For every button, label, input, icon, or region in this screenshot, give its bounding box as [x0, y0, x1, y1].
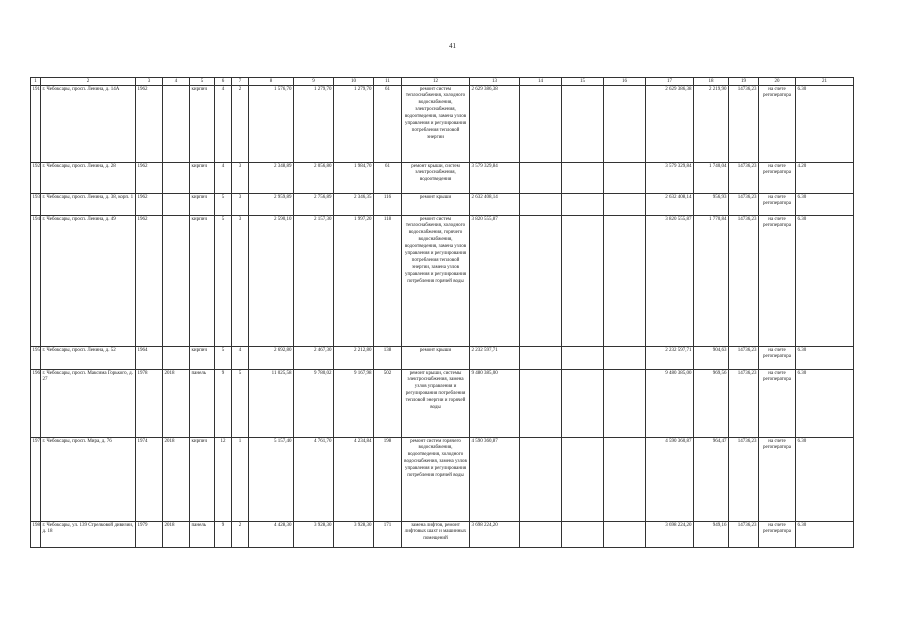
cell-floors: 12 [215, 437, 232, 521]
column-header: 9 [294, 78, 334, 86]
column-header: 6 [215, 78, 232, 86]
cell-floors: 9 [215, 521, 232, 547]
column-header: 15 [562, 78, 604, 86]
cell-fund-republic [562, 437, 604, 521]
cell-area-total: 2 348,89 [249, 162, 294, 193]
cell-deadline: 6.30 [796, 215, 854, 346]
cell-year: 1962 [136, 85, 163, 162]
cell-area-residents: 1 279,70 [334, 85, 374, 162]
cell-registered: 118 [374, 215, 402, 346]
cell-registered: 171 [374, 521, 402, 547]
cell-cost-total: 3 820 555,87 [470, 215, 520, 346]
cell-address: г. Чебоксары, просп. Ленина, д. 49 [41, 215, 136, 346]
column-header: 19 [729, 78, 759, 86]
cell-fund-owners: 3 820 555,87 [646, 215, 694, 346]
cell-method: на счете регоператора [759, 193, 796, 215]
column-header: 17 [646, 78, 694, 86]
column-header: 13 [470, 78, 520, 86]
cell-entrances: 2 [232, 85, 249, 162]
cell-area-total: 4 428,30 [249, 521, 294, 547]
cell-limit-cost: 14736,23 [729, 369, 759, 437]
cell-number: 198 [31, 521, 41, 547]
cell-entrances: 5 [232, 369, 249, 437]
cell-fund-owners: 3 698 224,20 [646, 521, 694, 547]
cell-limit-cost: 14736,23 [729, 215, 759, 346]
cell-address: г. Чебоксары, просп. Ленина, д. 38, корп. 1 [41, 193, 136, 215]
cell-area-total: 5 157,40 [249, 437, 294, 521]
cell-entrances: 3 [232, 193, 249, 215]
column-header: 21 [796, 78, 854, 86]
cell-area-living: 3 928,30 [294, 521, 334, 547]
cell-material: кирпич [190, 193, 215, 215]
cell-fund-federal [520, 215, 562, 346]
cell-area-living: 9 780,02 [294, 369, 334, 437]
column-header: 3 [136, 78, 163, 86]
page-number: 41 [449, 42, 456, 50]
cell-material: панель [190, 521, 215, 547]
cell-fund-republic [562, 521, 604, 547]
cell-cost-total: 4 590 360,87 [470, 437, 520, 521]
cell-works: ремонт крыши [402, 346, 470, 369]
cell-cost-per-m2: 2 219,90 [694, 85, 729, 162]
cell-area-residents: 1 984,70 [334, 162, 374, 193]
cell-number: 194 [31, 215, 41, 346]
cell-fund-federal [520, 521, 562, 547]
cell-material: панель [190, 369, 215, 437]
cell-fund-federal [520, 85, 562, 162]
column-header: 11 [374, 78, 402, 86]
cell-deadline: 6.30 [796, 346, 854, 369]
cell-cost-per-m2: 969,56 [694, 369, 729, 437]
cell-area-living: 2 467,30 [294, 346, 334, 369]
cell-address: г. Чебоксары, просп. Ленина, д. 52 [41, 346, 136, 369]
cell-limit-cost: 14736,23 [729, 521, 759, 547]
cell-registered: 116 [374, 193, 402, 215]
cell-deadline: 6.30 [796, 369, 854, 437]
cell-deadline: 6.30 [796, 85, 854, 162]
cell-number: 197 [31, 437, 41, 521]
cell-fund-owners: 9 480 385,00 [646, 369, 694, 437]
column-header: 14 [520, 78, 562, 86]
cell-area-residents: 1 997,20 [334, 215, 374, 346]
column-header: 4 [163, 78, 190, 86]
cell-cost-total: 3 698 224,20 [470, 521, 520, 547]
table-row [31, 346, 854, 369]
cell-fund-owners: 2 632 408,14 [646, 193, 694, 215]
cell-works: ремонт систем теплоснабжения, холодного водоснабжения, электроснабжения, водоотведения, замена узлов управления и регулирования потребления тепловой энергии [402, 85, 470, 162]
cell-fund-republic [562, 85, 604, 162]
cell-works: ремонт крыши, системы электроснабжения, замена узлов управления и регулирования потребления тепловой энергии и горячей воды [402, 369, 470, 437]
column-header: 2 [41, 78, 136, 86]
column-header: 8 [249, 78, 294, 86]
cell-fund-federal [520, 437, 562, 521]
column-number-row [31, 78, 854, 86]
cell-entrances: 2 [232, 521, 249, 547]
cell-cost-per-m2: 964,47 [694, 437, 729, 521]
cell-entrances: 4 [232, 346, 249, 369]
column-header: 20 [759, 78, 796, 86]
cell-address: г. Чебоксары, просп. Ленина, д. 28 [41, 162, 136, 193]
cell-area-living: 2 056,80 [294, 162, 334, 193]
cell-year: 1964 [136, 346, 163, 369]
cell-area-living: 2 157,30 [294, 215, 334, 346]
cell-cost-total: 2 232 597,71 [470, 346, 520, 369]
cell-limit-cost: 14736,23 [729, 346, 759, 369]
column-header: 18 [694, 78, 729, 86]
cell-fund-federal [520, 193, 562, 215]
cell-registered: 502 [374, 369, 402, 437]
cell-reconstruction [163, 85, 190, 162]
cell-fund-local [604, 369, 646, 437]
column-header: 12 [402, 78, 470, 86]
cell-cost-per-m2: 1 740,04 [694, 162, 729, 193]
cell-fund-owners: 3 579 329,84 [646, 162, 694, 193]
cell-area-total: 2 959,89 [249, 193, 294, 215]
column-header: 16 [604, 78, 646, 86]
cell-floors: 4 [215, 85, 232, 162]
cell-fund-local [604, 162, 646, 193]
column-header: 10 [334, 78, 374, 86]
cell-floors: 5 [215, 215, 232, 346]
table-row [31, 193, 854, 215]
cell-reconstruction: 2018 [163, 521, 190, 547]
cell-fund-republic [562, 346, 604, 369]
cell-area-residents: 3 928,30 [334, 521, 374, 547]
cell-fund-federal [520, 369, 562, 437]
cell-fund-owners: 2 629 386,38 [646, 85, 694, 162]
table-row [31, 437, 854, 521]
cell-year: 1979 [136, 521, 163, 547]
cell-floors: 9 [215, 369, 232, 437]
cell-reconstruction: 2018 [163, 437, 190, 521]
table-row [31, 369, 854, 437]
cell-address: г. Чебоксары, просп. Мира, д. 76 [41, 437, 136, 521]
cell-fund-federal [520, 162, 562, 193]
cell-fund-local [604, 85, 646, 162]
table-row [31, 85, 854, 162]
cell-address: г. Чебоксары, ул. 139 Стрелковой дивизии, д. 18 [41, 521, 136, 547]
cell-material: кирпич [190, 162, 215, 193]
cell-fund-local [604, 521, 646, 547]
column-header: 5 [190, 78, 215, 86]
cell-fund-owners: 2 232 597,71 [646, 346, 694, 369]
cell-works: ремонт крыши [402, 193, 470, 215]
cell-fund-republic [562, 369, 604, 437]
cell-number: 193 [31, 193, 41, 215]
cell-area-residents: 2 346,35 [334, 193, 374, 215]
cell-deadline: 4.20 [796, 162, 854, 193]
cell-method: на счете регоператора [759, 215, 796, 346]
cell-entrances: 1 [232, 437, 249, 521]
cell-year: 1978 [136, 369, 163, 437]
cell-floors: 5 [215, 346, 232, 369]
cell-year: 1974 [136, 437, 163, 521]
cell-cost-per-m2: 904,63 [694, 346, 729, 369]
cell-area-residents: 9 167,98 [334, 369, 374, 437]
cell-number: 191 [31, 85, 41, 162]
cell-year: 1962 [136, 215, 163, 346]
cell-method: на счете регоператора [759, 162, 796, 193]
cell-year: 1962 [136, 193, 163, 215]
cell-cost-per-m2: 956,93 [694, 193, 729, 215]
cell-limit-cost: 14736,23 [729, 162, 759, 193]
cell-method: на счете регоператора [759, 346, 796, 369]
cell-works: ремонт систем горячего водоснабжения, водоотведения, холодного водоснабжения, замена узлов управления и регулирования потребления горячей воды [402, 437, 470, 521]
cell-registered: 138 [374, 346, 402, 369]
cell-number: 195 [31, 346, 41, 369]
cell-fund-owners: 4 590 360,87 [646, 437, 694, 521]
cell-area-residents: 4 234,84 [334, 437, 374, 521]
cell-registered: 61 [374, 162, 402, 193]
cell-registered: 61 [374, 85, 402, 162]
cell-reconstruction [163, 346, 190, 369]
cell-number: 192 [31, 162, 41, 193]
cell-deadline: 6.30 [796, 437, 854, 521]
cell-reconstruction [163, 193, 190, 215]
cell-area-living: 1 279,70 [294, 85, 334, 162]
cell-method: на счете регоператора [759, 85, 796, 162]
cell-deadline: 6.30 [796, 521, 854, 547]
cell-area-total: 11 025,58 [249, 369, 294, 437]
cell-works: ремонт крыши, систем электроснабжения, водоотведения [402, 162, 470, 193]
cell-cost-per-m2: 1 770,84 [694, 215, 729, 346]
cell-limit-cost: 14736,23 [729, 85, 759, 162]
cell-material: кирпич [190, 437, 215, 521]
cell-cost-total: 3 579 329,84 [470, 162, 520, 193]
cell-material: кирпич [190, 346, 215, 369]
cell-works: замена лифтов, ремонт лифтовых шахт и машинных помещений [402, 521, 470, 547]
cell-deadline: 6.30 [796, 193, 854, 215]
cell-cost-total: 2 629 386,38 [470, 85, 520, 162]
cell-floors: 5 [215, 193, 232, 215]
cell-material: кирпич [190, 215, 215, 346]
cell-number: 196 [31, 369, 41, 437]
cell-method: на счете регоператора [759, 521, 796, 547]
cell-works: ремонт систем теплоснабжения, холодного водоснабжения, горячего водоснабжения, водоотведения, замена узлов управления и регулирования потребления тепловой энергии, замена узлов управления и регулирования потребления горячей воды [402, 215, 470, 346]
cell-year: 1962 [136, 162, 163, 193]
cell-material: кирпич [190, 85, 215, 162]
table-row [31, 215, 854, 346]
cell-area-living: 4 761,70 [294, 437, 334, 521]
cell-limit-cost: 14736,23 [729, 193, 759, 215]
cell-cost-total: 2 632 408,14 [470, 193, 520, 215]
column-header: 1 [31, 78, 41, 86]
cell-entrances: 3 [232, 162, 249, 193]
cell-fund-local [604, 193, 646, 215]
cell-fund-local [604, 437, 646, 521]
cell-cost-total: 9 480 385,00 [470, 369, 520, 437]
capital-repair-register-table [30, 77, 854, 548]
cell-fund-local [604, 346, 646, 369]
cell-fund-republic [562, 193, 604, 215]
cell-address: г. Чебоксары, просп. Максима Горького, д. 27 [41, 369, 136, 437]
table-row [31, 521, 854, 547]
cell-method: на счете регоператора [759, 369, 796, 437]
cell-reconstruction: 2018 [163, 369, 190, 437]
column-header: 7 [232, 78, 249, 86]
cell-entrances: 3 [232, 215, 249, 346]
cell-limit-cost: 14736,23 [729, 437, 759, 521]
cell-floors: 4 [215, 162, 232, 193]
cell-fund-local [604, 215, 646, 346]
cell-fund-republic [562, 215, 604, 346]
cell-area-total: 2 590,10 [249, 215, 294, 346]
cell-cost-per-m2: 949,16 [694, 521, 729, 547]
cell-area-living: 2 756,89 [294, 193, 334, 215]
cell-area-residents: 2 212,80 [334, 346, 374, 369]
cell-area-total: 1 576,70 [249, 85, 294, 162]
cell-registered: 198 [374, 437, 402, 521]
cell-reconstruction [163, 215, 190, 346]
cell-address: г. Чебоксары, просп. Ленина, д. 14А [41, 85, 136, 162]
cell-reconstruction [163, 162, 190, 193]
cell-fund-republic [562, 162, 604, 193]
table-row [31, 162, 854, 193]
cell-fund-federal [520, 346, 562, 369]
cell-method: на счете регоператора [759, 437, 796, 521]
cell-area-total: 2 692,80 [249, 346, 294, 369]
